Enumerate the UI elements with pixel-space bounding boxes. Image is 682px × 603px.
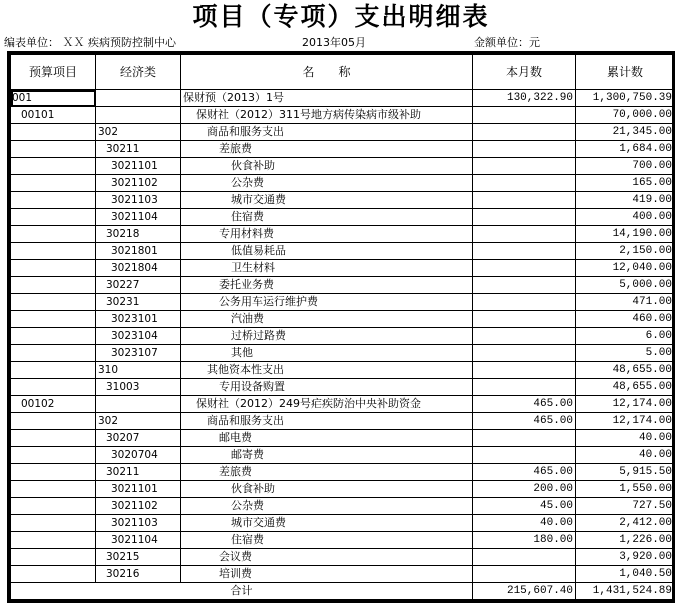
total-cell[interactable]: 419.00 [576, 192, 675, 209]
name-cell[interactable]: 公务用车运行维护费 [181, 294, 473, 311]
econ-cell[interactable] [96, 107, 181, 124]
month-cell[interactable] [473, 226, 576, 243]
month-cell[interactable] [473, 549, 576, 566]
total-cell[interactable]: 40.00 [576, 447, 675, 464]
total-cell[interactable]: 5.00 [576, 345, 675, 362]
total-row [11, 583, 675, 600]
table-row [11, 481, 675, 498]
econ-cell[interactable]: 3021801 [96, 243, 181, 260]
name-cell[interactable]: 委托业务费 [181, 277, 473, 294]
name-cell[interactable]: 其他 [181, 345, 473, 362]
econ-cell[interactable]: 3021101 [96, 158, 181, 175]
table-row [11, 379, 675, 396]
name-cell[interactable]: 住宿费 [181, 209, 473, 226]
month-cell[interactable] [473, 141, 576, 158]
month-cell[interactable] [473, 158, 576, 175]
month-cell[interactable]: 465.00 [473, 396, 576, 413]
total-cell[interactable]: 1,300,750.39 [576, 90, 675, 107]
project-cell[interactable] [11, 328, 96, 345]
total-cell[interactable]: 48,655.00 [576, 362, 675, 379]
total-cell[interactable]: 165.00 [576, 175, 675, 192]
project-cell[interactable] [11, 192, 96, 209]
month-cell[interactable] [473, 362, 576, 379]
project-cell[interactable] [11, 277, 96, 294]
col-header-econ: 经济类 [96, 55, 181, 90]
name-cell[interactable]: 邮电费 [181, 430, 473, 447]
table-row [11, 328, 675, 345]
reporting-unit: 编表单位： ＸＸ 疾病预防控制中心 [4, 36, 176, 49]
econ-cell[interactable]: 30218 [96, 226, 181, 243]
econ-cell[interactable]: 3021804 [96, 260, 181, 277]
month-cell[interactable]: 40.00 [473, 515, 576, 532]
table-row [11, 396, 675, 413]
total-month[interactable]: 215,607.40 [473, 583, 576, 600]
table-row [11, 345, 675, 362]
month-cell[interactable] [473, 345, 576, 362]
report-period: 2013年05月 [302, 36, 366, 49]
total-cell[interactable]: 3,920.00 [576, 549, 675, 566]
name-cell[interactable]: 商品和服务支出 [181, 413, 473, 430]
table-row [11, 464, 675, 481]
table-row [11, 498, 675, 515]
month-cell[interactable] [473, 447, 576, 464]
name-cell[interactable]: 低值易耗品 [181, 243, 473, 260]
total-cell[interactable]: 6.00 [576, 328, 675, 345]
name-cell[interactable]: 住宿费 [181, 532, 473, 549]
project-cell[interactable] [11, 158, 96, 175]
project-cell[interactable] [11, 311, 96, 328]
month-cell[interactable]: 45.00 [473, 498, 576, 515]
project-cell[interactable] [11, 447, 96, 464]
name-cell[interactable]: 专用材料费 [181, 226, 473, 243]
total-cell[interactable]: 12,040.00 [576, 260, 675, 277]
total-cell[interactable]: 40.00 [576, 430, 675, 447]
total-cell[interactable]: 2,412.00 [576, 515, 675, 532]
econ-cell[interactable]: 31003 [96, 379, 181, 396]
econ-cell[interactable]: 3021101 [96, 481, 181, 498]
econ-cell[interactable]: 3023107 [96, 345, 181, 362]
total-cell[interactable]: 14,190.00 [576, 226, 675, 243]
total-label[interactable]: 合计 [11, 583, 473, 600]
table-row [11, 311, 675, 328]
month-cell[interactable] [473, 209, 576, 226]
total-cell[interactable]: 12,174.00 [576, 413, 675, 430]
header-row [11, 55, 675, 90]
table-row [11, 532, 675, 549]
econ-cell[interactable]: 3021102 [96, 498, 181, 515]
table-row [11, 107, 675, 124]
month-cell[interactable] [473, 430, 576, 447]
month-cell[interactable]: 465.00 [473, 413, 576, 430]
project-cell[interactable] [11, 175, 96, 192]
month-cell[interactable] [473, 566, 576, 583]
total-cell[interactable]: 727.50 [576, 498, 675, 515]
name-cell[interactable]: 其他资本性支出 [181, 362, 473, 379]
month-cell[interactable]: 465.00 [473, 464, 576, 481]
project-cell[interactable] [11, 345, 96, 362]
econ-cell[interactable]: 302 [96, 124, 181, 141]
econ-cell[interactable]: 302 [96, 413, 181, 430]
month-cell[interactable] [473, 243, 576, 260]
econ-cell[interactable]: 30216 [96, 566, 181, 583]
project-cell[interactable] [11, 464, 96, 481]
econ-cell[interactable]: 30227 [96, 277, 181, 294]
econ-cell[interactable] [96, 90, 181, 107]
project-cell[interactable] [11, 141, 96, 158]
col-header-total: 累计数 [576, 55, 675, 90]
table-row [11, 294, 675, 311]
table-row [11, 124, 675, 141]
total-cell[interactable]: 70,000.00 [576, 107, 675, 124]
econ-cell[interactable] [96, 396, 181, 413]
table-row [11, 192, 675, 209]
total-cell[interactable]: 400.00 [576, 209, 675, 226]
table-row [11, 260, 675, 277]
name-cell[interactable]: 公杂费 [181, 498, 473, 515]
total-cumulative[interactable]: 1,431,524.89 [576, 583, 675, 600]
total-cell[interactable]: 1,040.50 [576, 566, 675, 583]
econ-cell[interactable]: 3021103 [96, 192, 181, 209]
report-title: 项目（专项）支出明细表 [192, 2, 490, 31]
name-cell[interactable]: 差旅费 [181, 141, 473, 158]
name-cell[interactable]: 邮寄费 [181, 447, 473, 464]
project-cell[interactable] [11, 124, 96, 141]
month-cell[interactable] [473, 107, 576, 124]
expenditure-table [7, 51, 675, 603]
name-cell[interactable]: 保财社（2012）249号疟疾防治中央补助资金 [181, 396, 473, 413]
econ-cell[interactable]: 30211 [96, 464, 181, 481]
month-cell[interactable] [473, 175, 576, 192]
project-cell[interactable] [11, 481, 96, 498]
econ-cell[interactable]: 3023101 [96, 311, 181, 328]
name-cell[interactable]: 卫生材料 [181, 260, 473, 277]
month-cell[interactable]: 200.00 [473, 481, 576, 498]
project-cell[interactable]: 00102 [11, 396, 96, 413]
project-cell[interactable] [11, 294, 96, 311]
table-row [11, 430, 675, 447]
month-cell[interactable]: 130,322.90 [473, 90, 576, 107]
table-row [11, 566, 675, 583]
project-cell[interactable] [11, 498, 96, 515]
month-cell[interactable] [473, 328, 576, 345]
month-cell[interactable] [473, 124, 576, 141]
project-cell[interactable] [11, 549, 96, 566]
project-cell[interactable] [11, 566, 96, 583]
name-cell[interactable]: 伙食补助 [181, 481, 473, 498]
econ-cell[interactable]: 3021103 [96, 515, 181, 532]
total-cell[interactable]: 1,226.00 [576, 532, 675, 549]
table-row [11, 277, 675, 294]
total-cell[interactable]: 700.00 [576, 158, 675, 175]
total-cell[interactable]: 21,345.00 [576, 124, 675, 141]
table-row [11, 226, 675, 243]
name-cell[interactable]: 城市交通费 [181, 192, 473, 209]
name-cell[interactable]: 保财预（2013）1号 [181, 90, 473, 107]
project-cell[interactable] [11, 362, 96, 379]
project-cell[interactable] [11, 413, 96, 430]
total-cell[interactable]: 5,915.50 [576, 464, 675, 481]
table-row [11, 175, 675, 192]
total-cell[interactable]: 471.00 [576, 294, 675, 311]
project-cell[interactable] [11, 515, 96, 532]
total-cell[interactable]: 2,150.00 [576, 243, 675, 260]
total-cell[interactable]: 5,000.00 [576, 277, 675, 294]
name-cell[interactable]: 专用设备购置 [181, 379, 473, 396]
econ-cell[interactable]: 3023104 [96, 328, 181, 345]
name-cell[interactable]: 公杂费 [181, 175, 473, 192]
month-cell[interactable]: 180.00 [473, 532, 576, 549]
econ-cell[interactable]: 310 [96, 362, 181, 379]
total-cell[interactable]: 48,655.00 [576, 379, 675, 396]
currency-unit: 金额单位：元 [474, 36, 540, 49]
month-cell[interactable] [473, 294, 576, 311]
econ-cell[interactable]: 3020704 [96, 447, 181, 464]
name-cell[interactable]: 差旅费 [181, 464, 473, 481]
econ-cell[interactable]: 3021104 [96, 532, 181, 549]
econ-cell[interactable]: 30207 [96, 430, 181, 447]
project-cell[interactable]: 00101 [11, 107, 96, 124]
table-row [11, 209, 675, 226]
table-row [11, 243, 675, 260]
month-cell[interactable] [473, 260, 576, 277]
table-row [11, 362, 675, 379]
project-cell[interactable] [11, 243, 96, 260]
table-row [11, 549, 675, 566]
table-row [11, 413, 675, 430]
month-cell[interactable] [473, 192, 576, 209]
name-cell[interactable]: 保财社（2012）311号地方病传染病市级补助 [181, 107, 473, 124]
total-cell[interactable]: 1,550.00 [576, 481, 675, 498]
table-row [11, 90, 675, 107]
econ-cell[interactable]: 3021104 [96, 209, 181, 226]
month-cell[interactable] [473, 277, 576, 294]
project-cell[interactable] [11, 430, 96, 447]
project-cell[interactable] [11, 260, 96, 277]
project-cell[interactable] [11, 209, 96, 226]
econ-cell[interactable]: 30211 [96, 141, 181, 158]
table-row [11, 141, 675, 158]
col-header-project: 预算项目 [11, 55, 96, 90]
econ-cell[interactable]: 30215 [96, 549, 181, 566]
project-cell[interactable] [11, 532, 96, 549]
project-cell[interactable]: 001 [11, 90, 96, 107]
project-cell[interactable] [11, 226, 96, 243]
name-cell[interactable]: 城市交通费 [181, 515, 473, 532]
econ-cell[interactable]: 3021102 [96, 175, 181, 192]
total-cell[interactable]: 1,684.00 [576, 141, 675, 158]
total-cell[interactable]: 460.00 [576, 311, 675, 328]
name-cell[interactable]: 商品和服务支出 [181, 124, 473, 141]
month-cell[interactable] [473, 311, 576, 328]
table-row [11, 515, 675, 532]
col-header-name: 名 称 [181, 55, 473, 90]
month-cell[interactable] [473, 379, 576, 396]
name-cell[interactable]: 过桥过路费 [181, 328, 473, 345]
name-cell[interactable]: 汽油费 [181, 311, 473, 328]
col-header-month: 本月数 [473, 55, 576, 90]
name-cell[interactable]: 伙食补助 [181, 158, 473, 175]
name-cell[interactable]: 会议费 [181, 549, 473, 566]
table-row [11, 158, 675, 175]
econ-cell[interactable]: 30231 [96, 294, 181, 311]
table-row [11, 447, 675, 464]
total-cell[interactable]: 12,174.00 [576, 396, 675, 413]
project-cell[interactable] [11, 379, 96, 396]
name-cell[interactable]: 培训费 [181, 566, 473, 583]
